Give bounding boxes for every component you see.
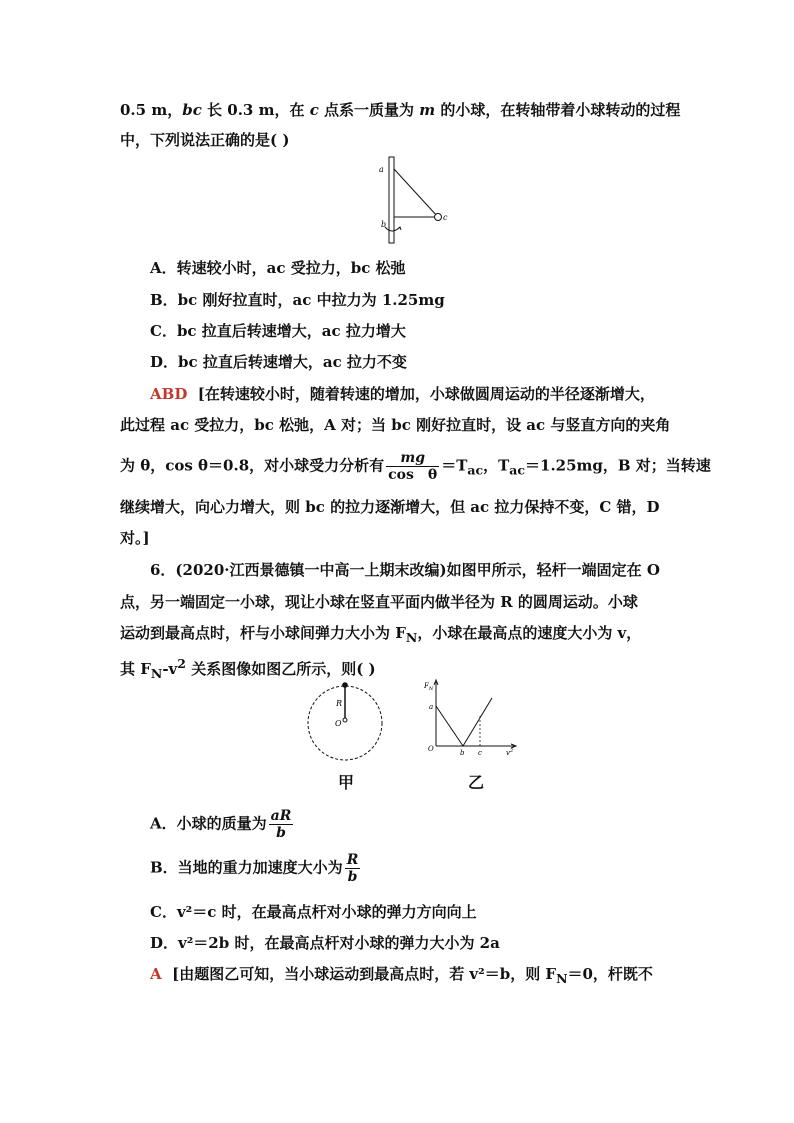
q5-answer: ABD	[150, 385, 188, 403]
q5-option-b: B．bc 刚好拉直时，ac 中拉力为 1.25mg	[150, 291, 445, 309]
q5-explanation-line1: ABD [在转速较小时，随着转速的增加，小球做圆周运动的半径逐渐增大，	[150, 385, 655, 403]
fn-v2-curve	[436, 698, 492, 746]
q5-option-c: C．bc 拉直后转速增大，ac 拉力增大	[150, 322, 406, 340]
label-a: a	[429, 703, 434, 711]
ball-top	[342, 682, 348, 688]
ball	[435, 214, 442, 221]
q6-stem-line3: 运动到最高点时，杆与小球间弹力大小为 $F_N$，小球在最高点的速度大小为 v，	[120, 624, 642, 645]
q6-option-c: C．v²＝c 时，在最高点杆对小球的弹力方向向上	[150, 903, 477, 921]
label-c: c	[443, 213, 448, 222]
q5-explanation-line3: 为 θ，cos θ＝0.8，对小球受力分析有 $\frac{mg}{\text{cos θ}}$ $=T_{ac}$，$T_{ac}=1.25mg$，B 对；当转速	[120, 450, 711, 483]
q5-stem-line1: 0.5 m，bc 长 0.3 m，在 c 点系一质量为 m 的小球，在转轴带着小球转动的过程	[120, 101, 681, 119]
rotation-arrow	[385, 227, 400, 231]
q6-answer: A	[150, 965, 162, 983]
q5-explanation-line4: 继续增大，向心力增大，则 bc 的拉力逐渐增大，但 ac 拉力保持不变，C 错，D	[120, 498, 660, 516]
q5-stem-line2: 中，下列说法正确的是( )	[120, 131, 290, 149]
q5-explanation-line5: 对。]	[120, 529, 150, 547]
caption-yi: 乙	[468, 773, 485, 792]
q6-option-d: D．v²＝2b 时，在最高点杆对小球的弹力大小为 2a	[150, 934, 500, 952]
label-O: O	[335, 719, 342, 728]
label-c: c	[478, 749, 482, 757]
q6-figure-jia	[300, 680, 390, 770]
q6-stem-line2: 点，另一端固定一小球，现让小球在竖直平面内做半径为 R 的圆周运动。小球	[120, 593, 638, 611]
string-ac	[394, 169, 438, 217]
caption-jia: 甲	[338, 773, 355, 792]
q6-option-a: A．小球的质量为 $\frac{aR}{b}$	[150, 808, 292, 841]
q5-fraction: $\frac{mg}{\text{cos θ}}$	[388, 450, 438, 483]
label-a: a	[379, 165, 384, 174]
label-v2: $v^2$	[506, 748, 514, 757]
label-FN: $F_N$	[424, 682, 434, 692]
q6-option-b: B．当地的重力加速度大小为 $\frac{R}{b}$	[150, 852, 359, 885]
label-b: b	[381, 220, 387, 229]
q5-explanation-line2: 此过程 ac 受拉力，bc 松弛，A 对；当 bc 刚好拉直时，设 ac 与竖直方向的夹角	[120, 416, 671, 434]
q6-explanation-line1: A [由题图乙可知，当小球运动到最高点时，若 v²＝b，则 $F_N=0$，杆既不	[150, 965, 653, 986]
pivot-o	[343, 718, 347, 722]
q6-stem-line4: 其 $F_N-v^2$ 关系图像如图乙所示，则( )	[120, 656, 376, 681]
q6-stem-line1: 6．(2020·江西景德镇一中高一上期末改编)如图甲所示，轻杆一端固定在 O	[150, 561, 660, 579]
q5-figure	[370, 155, 460, 245]
q6-figure-yi	[420, 676, 520, 760]
label-b: b	[460, 749, 465, 757]
q5-option-a: A．转速较小时，ac 受拉力，bc 松弛	[150, 259, 406, 277]
q5-option-d: D．bc 拉直后转速增大，ac 拉力不变	[150, 353, 407, 371]
label-origin: O	[428, 745, 434, 753]
label-R: R	[336, 699, 343, 708]
